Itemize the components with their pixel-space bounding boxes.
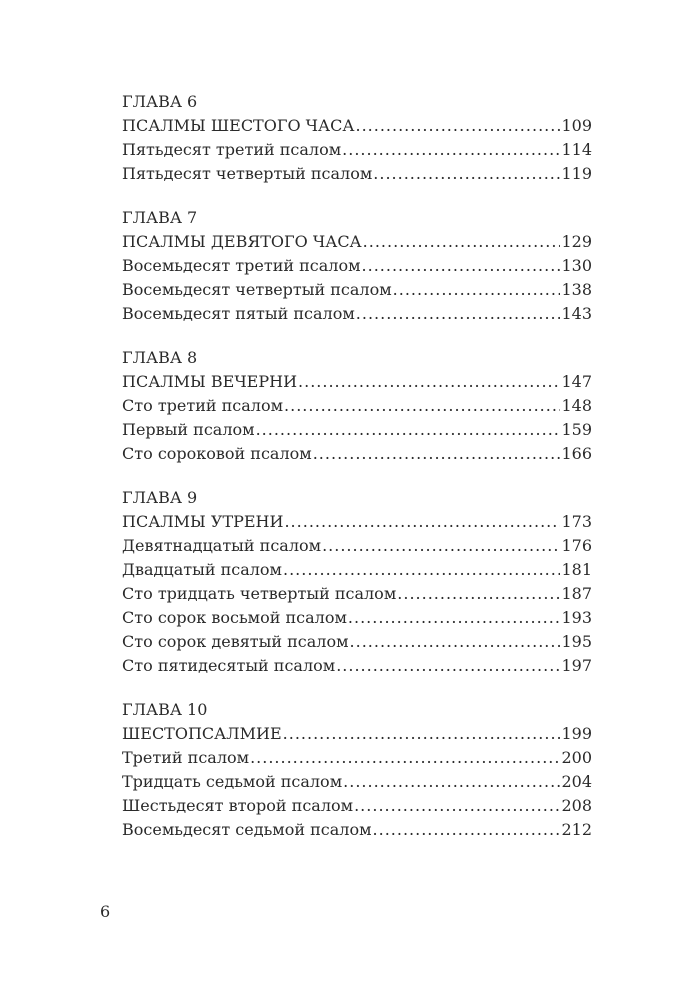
toc-entry-label: Восемьдесят третий псалом — [122, 256, 361, 275]
dot-leader — [256, 418, 561, 442]
dot-leader — [284, 510, 560, 534]
toc-entry-label: ШЕСТОПСАЛМИЕ — [122, 724, 282, 743]
dot-leader — [348, 606, 561, 630]
toc-entry-label: Сто сороковой псалом — [122, 444, 312, 463]
toc-entry-label: Сто сорок восьмой псалом — [122, 608, 347, 627]
toc-entry-label: ПСАЛМЫ ДЕВЯТОГО ЧАСА — [122, 232, 362, 251]
dot-leader — [362, 254, 561, 278]
toc-entry-label: Шестьдесят второй псалом — [122, 796, 354, 815]
toc-entry-page: 143 — [561, 304, 592, 323]
dot-leader — [350, 630, 561, 654]
dot-leader — [250, 746, 560, 770]
toc-entry — [122, 138, 592, 162]
toc-entry-label: Пятьдесят четвертый псалом — [122, 164, 373, 183]
dot-leader — [343, 770, 560, 794]
toc-entry-label: Двадцатый псалом — [122, 560, 282, 579]
toc-entry-label: Восемьдесят седьмой псалом — [122, 820, 372, 839]
toc-entry-label: Сто сорок девятый псалом — [122, 632, 349, 651]
toc-entry-page: 176 — [561, 536, 592, 555]
toc-entry-page: 148 — [561, 396, 592, 415]
dot-leader — [298, 370, 560, 394]
toc-entry — [122, 442, 592, 466]
toc-entry-label: Пятьдесят третий псалом — [122, 140, 342, 159]
toc-entry — [122, 254, 592, 278]
toc-entry-label: Первый псалом — [122, 420, 255, 439]
page-number: 6 — [100, 902, 111, 921]
toc-entry-page: 200 — [561, 748, 592, 767]
toc-entry-label: Сто пятидесятый псалом — [122, 656, 336, 675]
toc-entry-page: 166 — [561, 444, 592, 463]
toc-entry — [122, 770, 592, 794]
toc-entry — [122, 630, 592, 654]
table-of-contents — [122, 90, 592, 862]
toc-entry-page: 197 — [561, 656, 592, 675]
toc-entry-page: 195 — [561, 632, 592, 651]
chapter-6 — [122, 90, 592, 186]
dot-leader — [354, 794, 560, 818]
toc-entry-page: 138 — [561, 280, 592, 299]
dot-leader — [284, 394, 560, 418]
chapter-9 — [122, 486, 592, 678]
chapter-title: ГЛАВА 9 — [122, 488, 198, 507]
toc-entry-label: Сто тридцать четвертый псалом — [122, 584, 397, 603]
toc-entry-label: ПСАЛМЫ УТРЕНИ — [122, 512, 284, 531]
toc-entry — [122, 534, 592, 558]
toc-entry — [122, 606, 592, 630]
dot-leader — [336, 654, 560, 678]
dot-leader — [373, 818, 561, 842]
chapter-title: ГЛАВА 6 — [122, 92, 198, 111]
toc-entry — [122, 582, 592, 606]
dot-leader — [397, 582, 560, 606]
toc-entry — [122, 302, 592, 326]
chapter-title: ГЛАВА 8 — [122, 348, 198, 367]
toc-entry-page: 130 — [561, 256, 592, 275]
chapter-title: ГЛАВА 7 — [122, 208, 198, 227]
chapter-7 — [122, 206, 592, 326]
toc-entry-page: 173 — [561, 512, 592, 531]
toc-entry-label: Третий псалом — [122, 748, 250, 767]
toc-entry-page: 159 — [561, 420, 592, 439]
dot-leader — [373, 162, 560, 186]
toc-entry-page: 129 — [561, 232, 592, 251]
toc-entry — [122, 394, 592, 418]
toc-entry — [122, 278, 592, 302]
chapter-8 — [122, 346, 592, 466]
chapter-10 — [122, 698, 592, 842]
toc-entry — [122, 558, 592, 582]
toc-entry-label: ПСАЛМЫ ШЕСТОГО ЧАСА — [122, 116, 355, 135]
dot-leader — [283, 558, 560, 582]
toc-entry-page: 212 — [561, 820, 592, 839]
dot-leader — [393, 278, 561, 302]
toc-entry — [122, 370, 592, 394]
toc-entry-page: 109 — [561, 116, 592, 135]
toc-entry-page: 193 — [561, 608, 592, 627]
toc-entry — [122, 418, 592, 442]
toc-entry — [122, 162, 592, 186]
toc-entry-label: Девятнадцатый псалом — [122, 536, 322, 555]
toc-entry-page: 204 — [561, 772, 592, 791]
dot-leader — [283, 722, 561, 746]
dot-leader — [313, 442, 561, 466]
dot-leader — [363, 230, 561, 254]
dot-leader — [342, 138, 560, 162]
toc-entry-page: 208 — [561, 796, 592, 815]
toc-entry-page: 181 — [561, 560, 592, 579]
toc-entry-page: 114 — [561, 140, 592, 159]
toc-entry-page: 147 — [561, 372, 592, 391]
toc-entry-label: Сто третий псалом — [122, 396, 284, 415]
toc-entry — [122, 722, 592, 746]
dot-leader — [355, 114, 560, 138]
dot-leader — [322, 534, 560, 558]
toc-entry — [122, 230, 592, 254]
dot-leader — [356, 302, 561, 326]
toc-entry-label: Тридцать седьмой псалом — [122, 772, 343, 791]
toc-entry — [122, 818, 592, 842]
toc-entry-page: 119 — [561, 164, 592, 183]
toc-entry — [122, 510, 592, 534]
toc-entry-page: 199 — [561, 724, 592, 743]
toc-entry — [122, 794, 592, 818]
toc-entry — [122, 746, 592, 770]
toc-entry — [122, 114, 592, 138]
toc-entry-label: ПСАЛМЫ ВЕЧЕРНИ — [122, 372, 298, 391]
toc-entry-label: Восемьдесят пятый псалом — [122, 304, 355, 323]
toc-entry — [122, 654, 592, 678]
chapter-title: ГЛАВА 10 — [122, 700, 208, 719]
toc-entry-label: Восемьдесят четвертый псалом — [122, 280, 392, 299]
toc-entry-page: 187 — [561, 584, 592, 603]
